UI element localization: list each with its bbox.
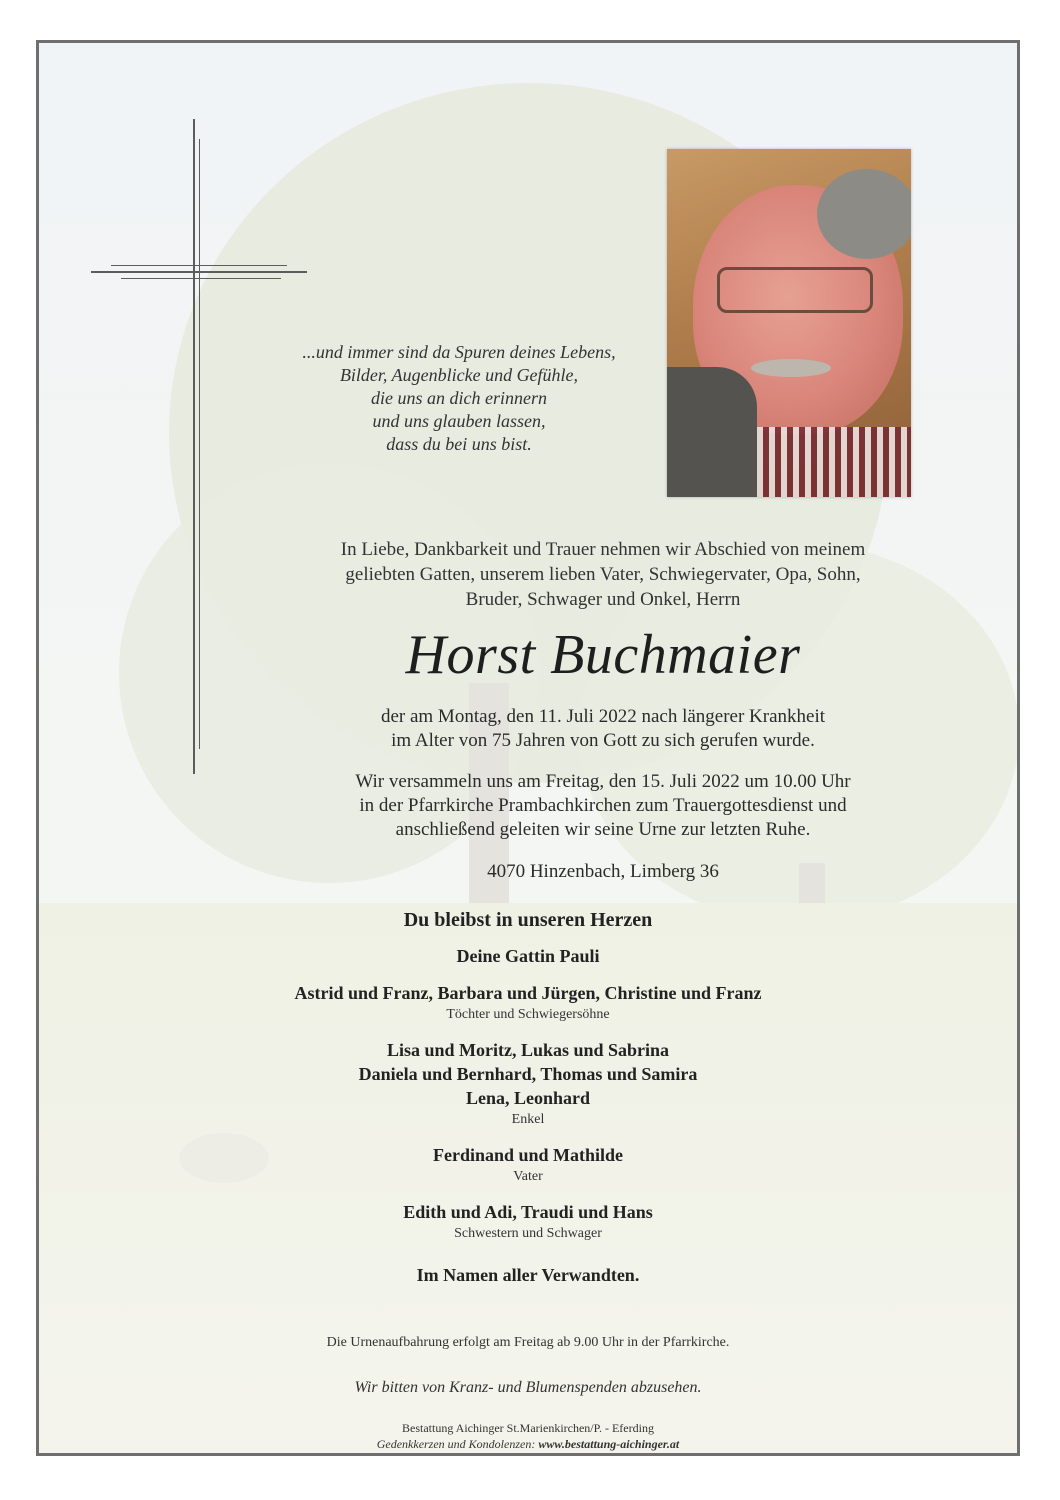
relation-label: Töchter und Schwiegersöhne bbox=[446, 1007, 610, 1022]
death-line: im Alter von 75 Jahren von Gott zu sich gerufen wurde. bbox=[391, 730, 815, 751]
funeral-home: Bestattung Aichinger St.Marienkirchen/P. - Eferding bbox=[402, 1421, 654, 1435]
mourner-grandchildren: Lisa und Moritz, Lukas und Sabrina bbox=[386, 1040, 670, 1060]
intro-line: In Liebe, Dankbarkeit und Trauer nehmen wir Abschied von meinem bbox=[340, 539, 866, 560]
family-address: 4070 Hinzenbach, Limberg 36 bbox=[487, 861, 719, 882]
intro-line: Bruder, Schwager und Onkel, Herrn bbox=[465, 589, 741, 610]
quote-line: ...und immer sind da Spuren deines Lebens, bbox=[302, 342, 616, 362]
relation-label: Enkel bbox=[511, 1112, 545, 1127]
mourner-siblings: Edith und Adi, Traudi und Hans bbox=[403, 1202, 653, 1222]
viewing-note: Die Urnenaufbahrung erfolgt am Freitag ab 9.00 Uhr in der Pfarrkirche. bbox=[326, 1335, 730, 1350]
condolence-label: Gedenkkerzen und Kondolenzen: bbox=[376, 1437, 536, 1451]
quote-line: dass du bei uns bist. bbox=[386, 434, 532, 454]
relation-label: Schwestern und Schwager bbox=[454, 1226, 602, 1241]
flowers-note: Wir bitten von Kranz- und Blumenspenden abzusehen. bbox=[354, 1379, 702, 1396]
death-line: der am Montag, den 11. Juli 2022 nach längerer Krankheit bbox=[380, 706, 826, 727]
mourner-daughters: Astrid und Franz, Barbara und Jürgen, Christine und Franz bbox=[294, 983, 762, 1003]
memorial-quote bbox=[239, 341, 679, 456]
mourner-wife: Deine Gattin Pauli bbox=[456, 946, 600, 966]
service-line: anschließend geleiten wir seine Urne zur letzten Ruhe. bbox=[395, 819, 811, 840]
mourner-father: Ferdinand und Mathilde bbox=[432, 1145, 624, 1165]
mourner-grandchildren: Lena, Leonhard bbox=[465, 1088, 591, 1108]
relation-label: Vater bbox=[513, 1169, 543, 1184]
quote-line: die uns an dich erinnern bbox=[371, 388, 547, 408]
quote-line: und uns glauben lassen, bbox=[372, 411, 546, 431]
service-line: Wir versammeln uns am Freitag, den 15. Juli 2022 um 10.00 Uhr bbox=[355, 771, 851, 792]
death-notice bbox=[39, 705, 1017, 753]
deceased-name: Horst Buchmaier bbox=[405, 624, 801, 686]
quote-line: Bilder, Augenblicke und Gefühle, bbox=[339, 365, 579, 385]
intro-text bbox=[39, 537, 1017, 612]
condolence-line bbox=[39, 1437, 1017, 1452]
mourners-heading: Du bleibst in unseren Herzen bbox=[403, 909, 653, 931]
service-line: in der Pfarrkirche Prambachkirchen zum Trauergottesdienst und bbox=[359, 795, 847, 816]
mourner-grandchildren: Daniela und Bernhard, Thomas und Samira bbox=[358, 1064, 698, 1084]
portrait-photo bbox=[667, 149, 911, 497]
website-link[interactable]: www.bestattung-aichinger.at bbox=[538, 1437, 680, 1451]
closing-line: Im Namen aller Verwandten. bbox=[416, 1265, 640, 1285]
obituary-card bbox=[36, 40, 1020, 1456]
service-info bbox=[39, 770, 1017, 842]
intro-line: geliebten Gatten, unserem lieben Vater, Schwiegervater, Opa, Sohn, bbox=[345, 564, 861, 585]
